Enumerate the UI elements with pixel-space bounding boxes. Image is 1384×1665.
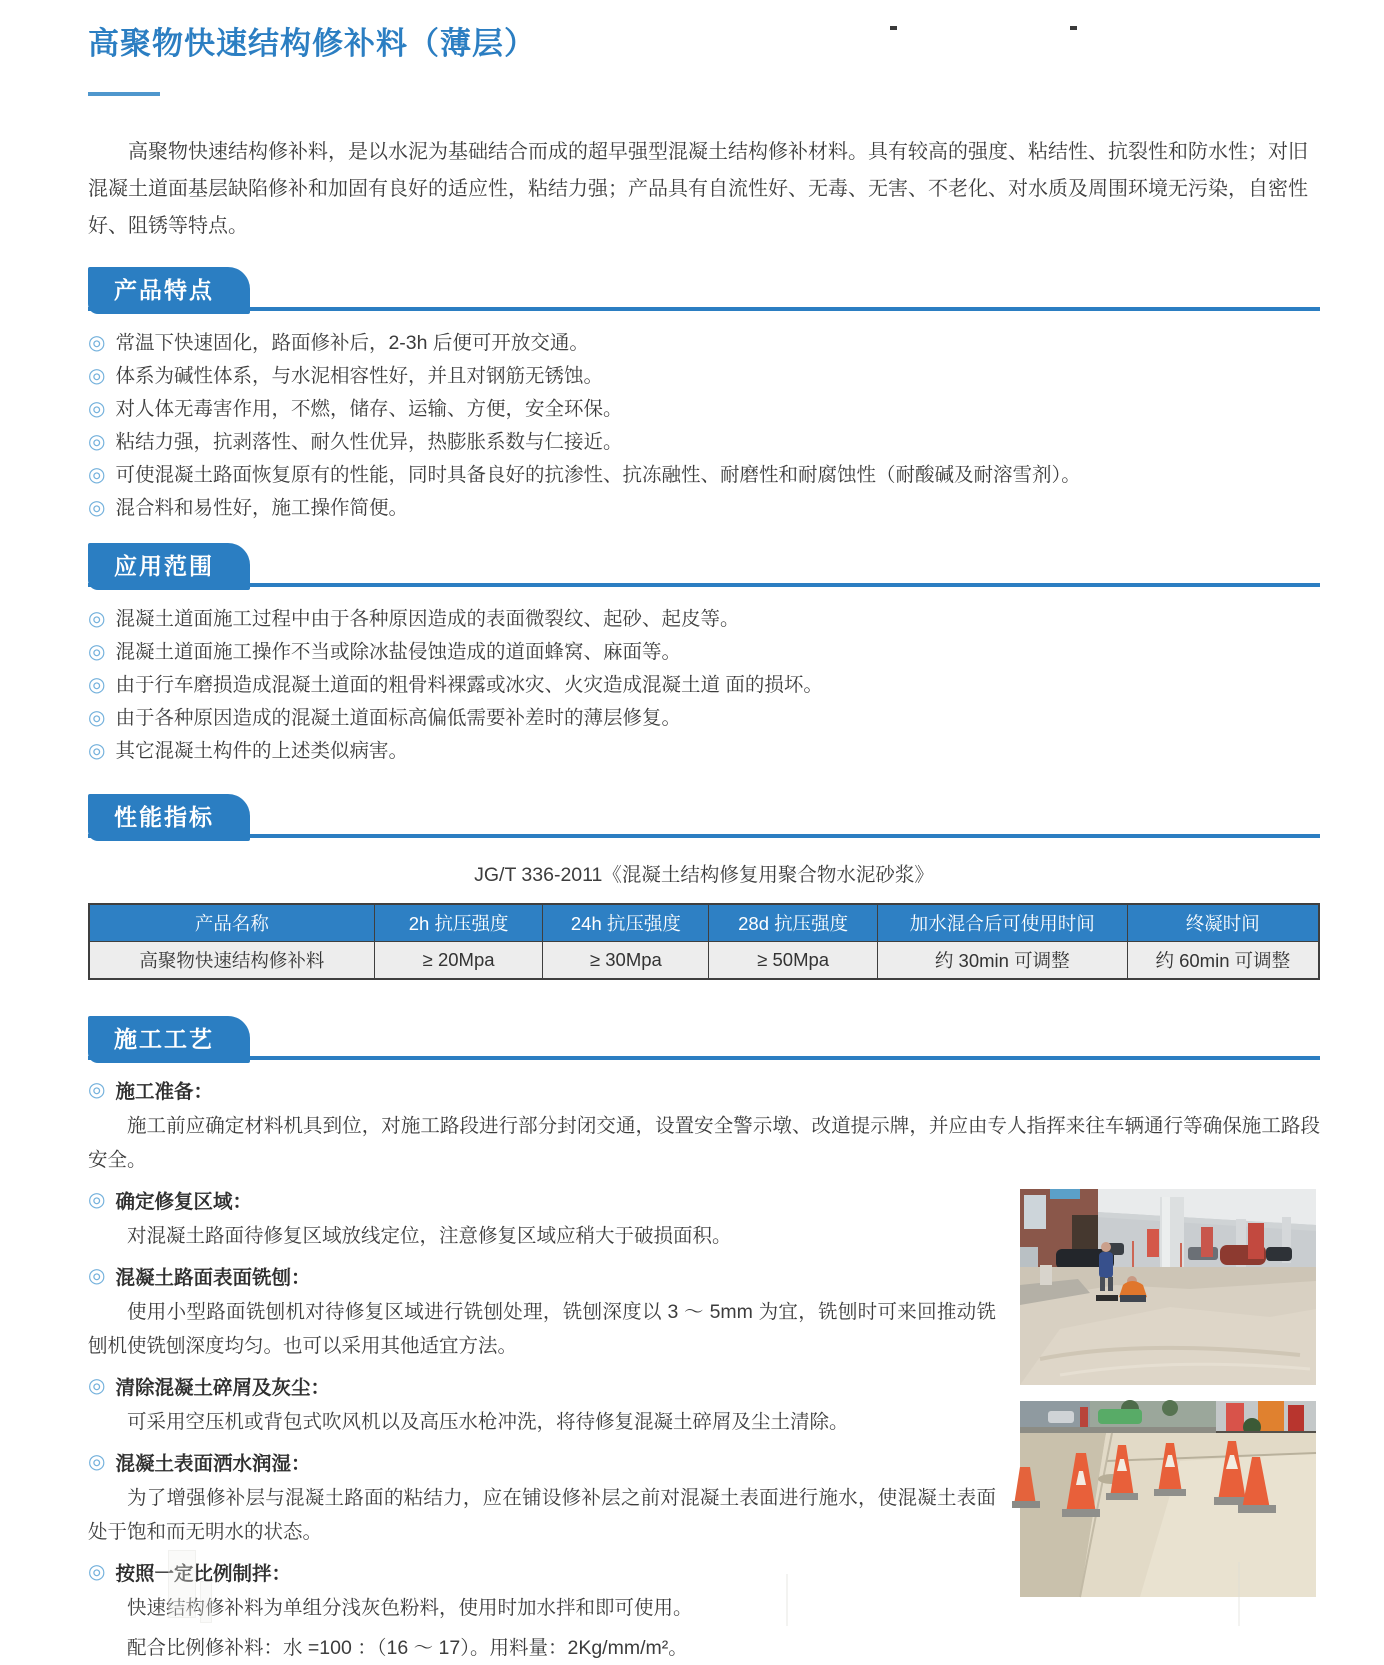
table-header-cell: 终凝时间 bbox=[1127, 904, 1319, 942]
ring-bullet-icon: ◎ bbox=[88, 1265, 106, 1287]
list-item-text: 混凝土道面施工操作不当或除冰盐侵蚀造成的道面蜂窝、麻面等。 bbox=[115, 641, 681, 663]
features-list bbox=[88, 330, 1320, 521]
list-item-text: 粘结力强，抗剥落性、耐久性优异，热膨胀系数与仁接近。 bbox=[115, 431, 623, 453]
list-item-text: 混合料和易性好，施工操作简便。 bbox=[115, 497, 408, 519]
page-top-fragment bbox=[1070, 26, 1077, 30]
product-datasheet-page bbox=[0, 26, 1384, 1659]
step-title bbox=[88, 1187, 996, 1217]
section-rule bbox=[88, 583, 1320, 587]
section-rule bbox=[88, 307, 1320, 311]
ring-bullet-icon: ◎ bbox=[88, 497, 106, 519]
ring-bullet-icon: ◎ bbox=[88, 674, 106, 696]
section-header-features bbox=[88, 267, 1320, 314]
watermark-sketch bbox=[786, 1574, 788, 1626]
section-header-performance bbox=[88, 794, 1320, 841]
ring-bullet-icon: ◎ bbox=[88, 365, 106, 387]
table-header-row bbox=[89, 904, 1319, 942]
section-badge-performance: 性能指标 bbox=[88, 794, 250, 841]
watermark-sketch bbox=[1238, 1562, 1240, 1626]
section-rule bbox=[88, 834, 1320, 838]
section-badge-features: 产品特点 bbox=[88, 267, 250, 314]
list-item bbox=[88, 495, 1320, 521]
list-item-text: 混凝土道面施工过程中由于各种原因造成的表面微裂纹、起砂、起皮等。 bbox=[115, 608, 740, 630]
table-caption: JG/T 336-2011《混凝土结构修复用聚合物水泥砂浆》 bbox=[474, 864, 934, 886]
list-item bbox=[88, 330, 1320, 356]
table-cell: ≥ 50Mpa bbox=[709, 942, 878, 980]
step-title bbox=[88, 1077, 1320, 1107]
section-header-process bbox=[88, 1016, 1320, 1063]
list-item-text: 常温下快速固化，路面修补后，2-3h 后便可开放交通。 bbox=[115, 332, 589, 354]
table-cell: ≥ 30Mpa bbox=[543, 942, 709, 980]
process-step bbox=[88, 1077, 1320, 1177]
ring-bullet-icon: ◎ bbox=[88, 740, 106, 762]
list-item bbox=[88, 705, 1320, 731]
list-item bbox=[88, 738, 1320, 764]
ring-bullet-icon: ◎ bbox=[88, 398, 106, 420]
step-title-text: 清除混凝土碎屑及灰尘： bbox=[115, 1377, 330, 1399]
step-title-text: 按照一定比例制拌： bbox=[115, 1563, 291, 1585]
table-row bbox=[89, 942, 1319, 980]
step-title bbox=[88, 1449, 996, 1479]
table-cell: 约 30min 可调整 bbox=[877, 942, 1127, 980]
photo-repaired-pavement-cones bbox=[1020, 1401, 1316, 1597]
ring-bullet-icon: ◎ bbox=[88, 1451, 106, 1473]
page-title: 高聚物快速结构修补料（薄层） bbox=[88, 26, 536, 61]
step-body: 对混凝土路面待修复区域放线定位，注意修复区域应稍大于破损面积。 bbox=[127, 1225, 732, 1247]
section-header-applications bbox=[88, 543, 1320, 590]
ring-bullet-icon: ◎ bbox=[88, 707, 106, 729]
step-title-text: 混凝土表面洒水润湿： bbox=[115, 1453, 311, 1475]
intro-paragraph: 高聚物快速结构修补料，是以水泥为基础结合而成的超早强型混凝土结构修补材料。具有较高的强度、粘结性、抗裂性和防水性；对旧混凝土道面基层缺陷修补和加固有良好的适应性，粘结力强；产品具有自流性好、无毒、无害、不老化、对水质及周围环境无污染，自密性好、阻锈等特点。 bbox=[88, 141, 1308, 237]
section-rule bbox=[88, 1056, 1320, 1060]
step-body: 使用小型路面铣刨机对待修复区域进行铣刨处理，铣刨深度以 3 ～ 5mm 为宜，铣刨时可来回推动铣刨机使铣刨深度均匀。也可以采用其他适宜方法。 bbox=[88, 1301, 996, 1357]
process-photos bbox=[1020, 1189, 1320, 1597]
performance-table bbox=[88, 903, 1320, 980]
list-item bbox=[88, 672, 1320, 698]
ring-bullet-icon: ◎ bbox=[88, 464, 106, 486]
step-body: 可采用空压机或背包式吹风机以及高压水枪冲洗，将待修复混凝土碎屑及尘土清除。 bbox=[127, 1411, 849, 1433]
list-item-text: 其它混凝土构件的上述类似病害。 bbox=[115, 740, 408, 762]
watermark-sketch bbox=[168, 1550, 212, 1623]
ring-bullet-icon: ◎ bbox=[88, 332, 106, 354]
ring-bullet-icon: ◎ bbox=[88, 1189, 106, 1211]
step-title-text: 施工准备： bbox=[115, 1081, 213, 1103]
list-item-text: 对人体无毒害作用，不燃，储存、运输、方便，安全环保。 bbox=[115, 398, 623, 420]
table-cell: 约 60min 可调整 bbox=[1127, 942, 1319, 980]
step-title-text: 确定修复区域： bbox=[115, 1191, 252, 1213]
step-title-text: 混凝土路面表面铣刨： bbox=[115, 1267, 311, 1289]
step-title bbox=[88, 1559, 996, 1589]
list-item bbox=[88, 429, 1320, 455]
ring-bullet-icon: ◎ bbox=[88, 608, 106, 630]
list-item-text: 由于行车磨损造成混凝土道面的粗骨料裸露或冰灾、火灾造成混凝土道 面的损坏。 bbox=[115, 674, 823, 696]
list-item-text: 由于各种原因造成的混凝土道面标高偏低需要补差时的薄层修复。 bbox=[115, 707, 681, 729]
title-underline bbox=[88, 92, 160, 96]
list-item-text: 可使混凝土路面恢复原有的性能，同时具备良好的抗渗性、抗冻融性、耐磨性和耐腐蚀性（耐酸碱及耐溶雪剂）。 bbox=[115, 464, 1081, 486]
list-item-text: 体系为碱性体系，与水泥相容性好，并且对钢筋无锈蚀。 bbox=[115, 365, 603, 387]
applications-list bbox=[88, 606, 1320, 764]
table-cell: 高聚物快速结构修补料 bbox=[89, 942, 374, 980]
ring-bullet-icon: ◎ bbox=[88, 431, 106, 453]
list-item bbox=[88, 363, 1320, 389]
step-body: 配合比例修补料：水 =100 ：（16 ～ 17）。用料量：2Kg/mm/m²。 bbox=[127, 1637, 688, 1659]
step-body: 施工前应确定材料机具到位，对施工路段进行部分封闭交通，设置安全警示墩、改道提示牌，并应由专人指挥来往车辆通行等确保施工路段安全。 bbox=[88, 1115, 1320, 1171]
ring-bullet-icon: ◎ bbox=[88, 1079, 106, 1101]
list-item bbox=[88, 462, 1320, 488]
page-top-fragment bbox=[890, 26, 897, 30]
step-body: 快速结构修补料为单组分浅灰色粉料，使用时加水拌和即可使用。 bbox=[127, 1597, 693, 1619]
table-header-cell: 2h 抗压强度 bbox=[374, 904, 543, 942]
table-header-cell: 产品名称 bbox=[89, 904, 374, 942]
list-item bbox=[88, 639, 1320, 665]
table-cell: ≥ 20Mpa bbox=[374, 942, 543, 980]
table-header-cell: 28d 抗压强度 bbox=[709, 904, 878, 942]
section-badge-process: 施工工艺 bbox=[88, 1016, 250, 1063]
photo-pavement-repair bbox=[1020, 1189, 1316, 1385]
list-item bbox=[88, 396, 1320, 422]
table-header-cell: 加水混合后可使用时间 bbox=[877, 904, 1127, 942]
section-badge-applications: 应用范围 bbox=[88, 543, 250, 590]
table-header-cell: 24h 抗压强度 bbox=[543, 904, 709, 942]
ring-bullet-icon: ◎ bbox=[88, 1561, 106, 1583]
ring-bullet-icon: ◎ bbox=[88, 1375, 106, 1397]
step-body: 为了增强修补层与混凝土路面的粘结力，应在铺设修补层之前对混凝土表面进行施水，使混凝土表面处于饱和而无明水的状态。 bbox=[88, 1487, 996, 1543]
process-content bbox=[88, 1077, 1320, 1665]
step-title bbox=[88, 1373, 996, 1403]
list-item bbox=[88, 606, 1320, 632]
ring-bullet-icon: ◎ bbox=[88, 641, 106, 663]
step-title bbox=[88, 1263, 996, 1293]
